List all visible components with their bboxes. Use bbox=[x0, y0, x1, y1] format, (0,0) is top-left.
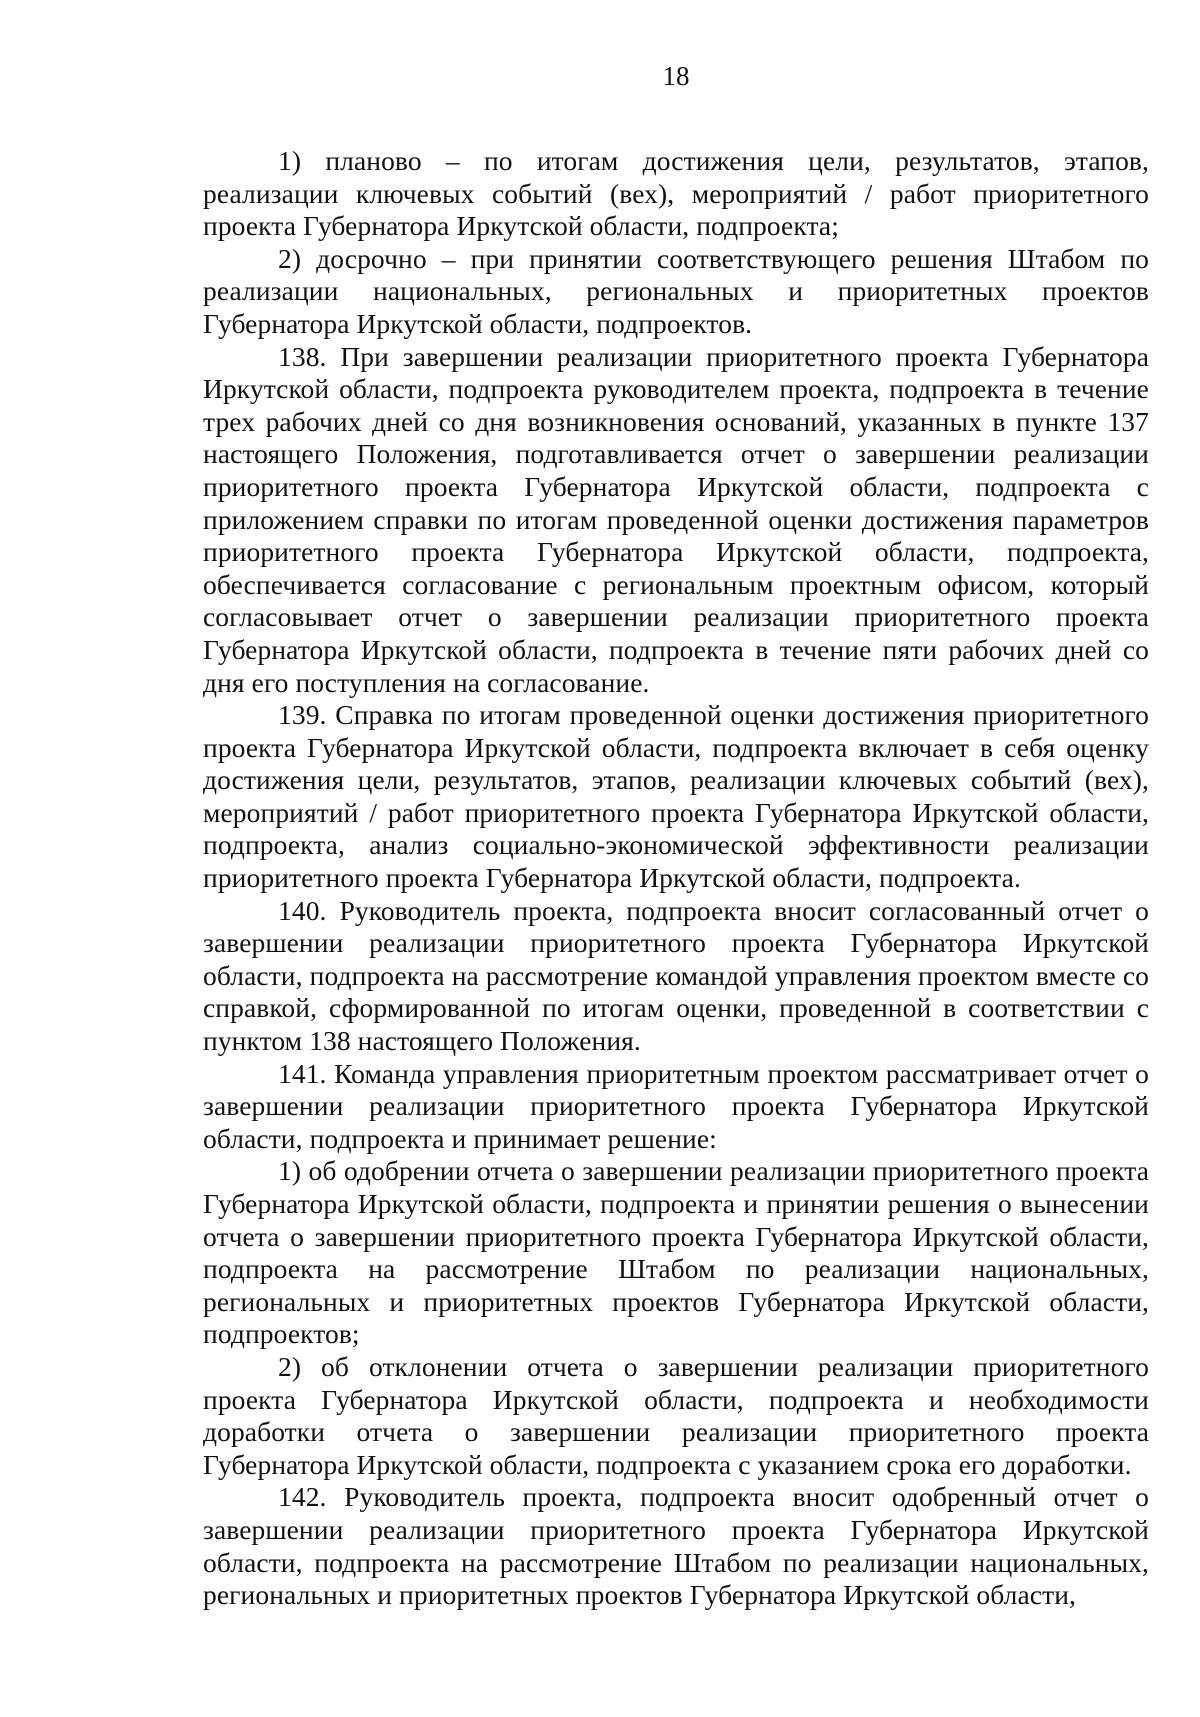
paragraph-141-item-1: 1) об одобрении отчета о завершении реализации приоритетного проекта Губернатора Иркутской области, подпроекта и принятии решения о вынесении отчета о завершении приоритетного проекта Губернатора Иркутской области, подпроекта на рассмотрение Штабом по реализации национальных, региональных и приоритетных проектов Губернатора Иркутской области, подпроектов; bbox=[203, 1155, 1149, 1350]
paragraph-142: 142. Руководитель проекта, подпроекта вносит одобренный отчет о завершении реализации приоритетного проекта Губернатора Иркутской области, подпроекта на рассмотрение Штабом по реализации национальных, региональных и приоритетных проектов Губернатора Иркутской области, bbox=[203, 1481, 1149, 1611]
page-number: 18 bbox=[662, 61, 690, 91]
paragraph-141: 141. Команда управления приоритетным проектом рассматривает отчет о завершении реализации приоритетного проекта Губернатора Иркутской области, подпроекта и принимает решение: bbox=[203, 1057, 1149, 1154]
paragraph-item-1-planned: 1) планово – по итогам достижения цели, результатов, этапов, реализации ключевых событий (вех), мероприятий / работ приоритетного проекта Губернатора Иркутской области, подпроекта; bbox=[203, 145, 1149, 242]
document-body bbox=[203, 145, 1149, 1612]
paragraph-140: 140. Руководитель проекта, подпроекта вносит согласованный отчет о завершении реализации приоритетного проекта Губернатора Иркутской области, подпроекта на рассмотрение командой управления проектом вместе со справкой, сформированной по итогам оценки, проведенной в соответствии с пунктом 138 настоящего Положения. bbox=[203, 894, 1149, 1057]
paragraph-138: 138. При завершении реализации приоритетного проекта Губернатора Иркутской области, подпроекта руководителем проекта, подпроекта в течение трех рабочих дней со дня возникновения оснований, указанных в пункте 137 настоящего Положения, подготавливается отчет о завершении реализации приоритетного проекта Губернатора Иркутской области, подпроекта с приложением справки по итогам проведенной оценки достижения параметров приоритетного проекта Губернатора Иркутской области, подпроекта, обеспечивается согласование с региональным проектным офисом, который согласовывает отчет о завершении реализации приоритетного проекта Губернатора Иркутской области, подпроекта в течение пяти рабочих дней со дня его поступления на согласование. bbox=[203, 340, 1149, 698]
paragraph-141-item-2: 2) об отклонении отчета о завершении реализации приоритетного проекта Губернатора Иркутской области, подпроекта и необходимости доработки отчета о завершении реализации приоритетного проекта Губернатора Иркутской области, подпроекта с указанием срока его доработки. bbox=[203, 1350, 1149, 1480]
paragraph-item-2-early: 2) досрочно – при принятии соответствующего решения Штабом по реализации национальных, региональных и приоритетных проектов Губернатора Иркутской области, подпроектов. bbox=[203, 242, 1149, 339]
paragraph-139: 139. Справка по итогам проведенной оценки достижения приоритетного проекта Губернатора Иркутской области, подпроекта включает в себя оценку достижения цели, результатов, этапов, реализации ключевых событий (вех), мероприятий / работ приоритетного проекта Губернатора Иркутской области, подпроекта, анализ социально-экономической эффективности реализации приоритетного проекта Губернатора Иркутской области, подпроекта. bbox=[203, 699, 1149, 894]
